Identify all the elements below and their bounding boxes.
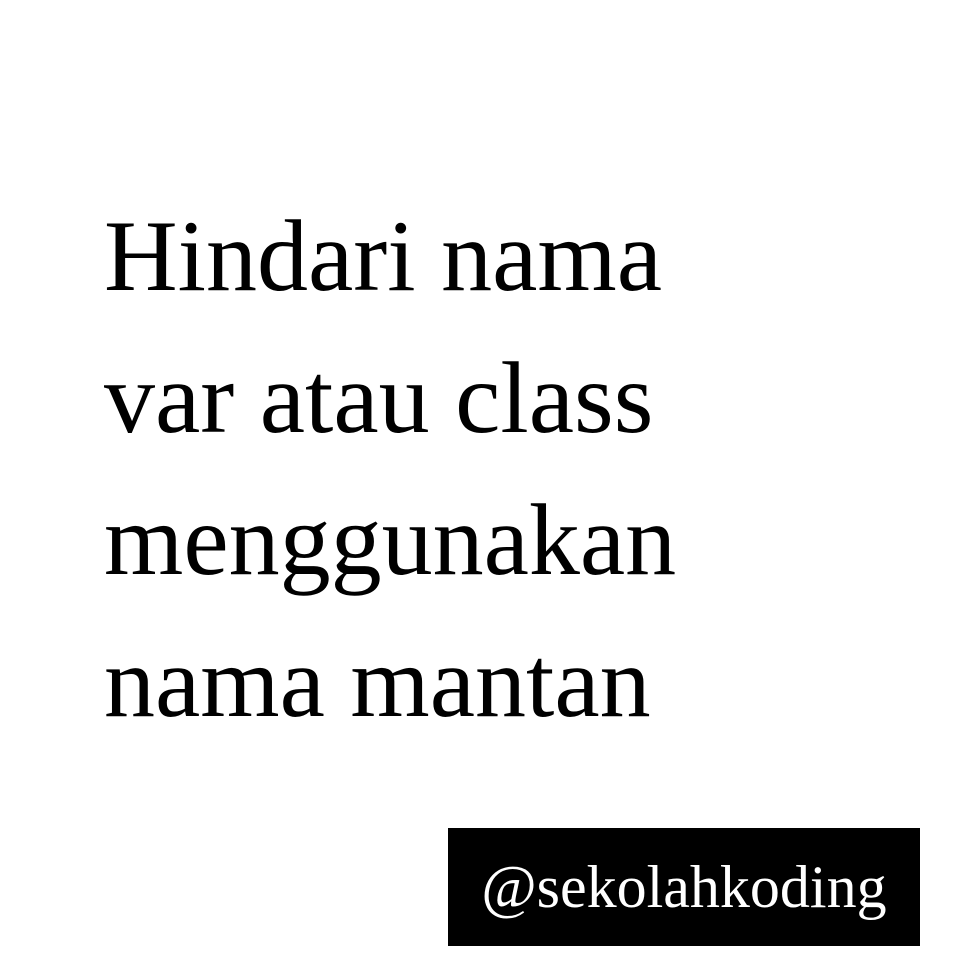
quote-line-2: var atau class (104, 342, 654, 455)
quote-text (104, 186, 676, 754)
social-handle-text: @sekolahkoding (481, 854, 887, 920)
quote-line-3: menggunakan (104, 484, 677, 597)
quote-line-4: nama mantan (104, 626, 651, 739)
quote-line-1: Hindari nama (104, 200, 662, 313)
social-handle-badge (448, 828, 920, 946)
